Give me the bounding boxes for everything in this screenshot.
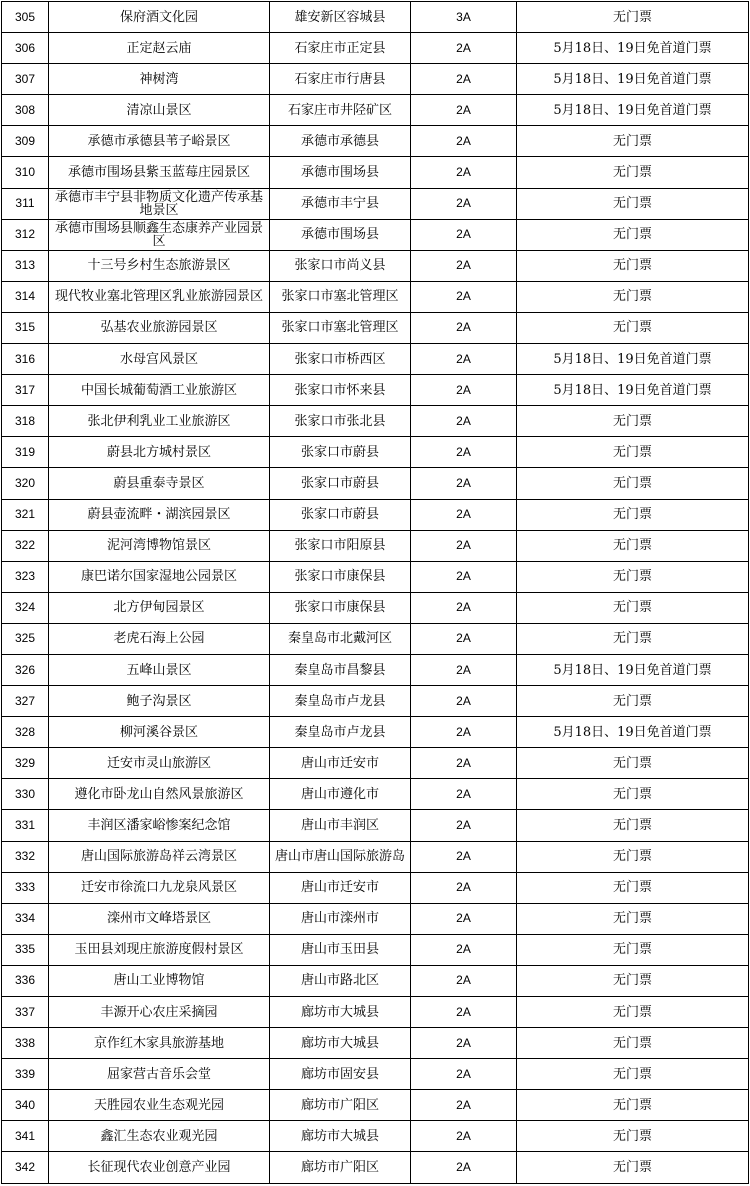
location-cell: 唐山市路北区 bbox=[270, 965, 411, 996]
scenic-name-cell: 承德市围场县紫玉蓝莓庄园景区 bbox=[49, 157, 270, 188]
table-row bbox=[2, 437, 749, 468]
scenic-name-cell: 保府酒文化园 bbox=[49, 2, 270, 33]
scenic-name-cell: 丰源开心农庄采摘园 bbox=[49, 997, 270, 1028]
row-number-cell: 328 bbox=[2, 717, 49, 748]
table-row bbox=[2, 623, 749, 654]
table-row bbox=[2, 250, 749, 281]
ticket-policy-cell: 5月18日、19日免首道门票 bbox=[517, 33, 749, 64]
row-number-cell: 318 bbox=[2, 406, 49, 437]
grade-level-cell: 2A bbox=[411, 157, 517, 188]
grade-level-cell: 2A bbox=[411, 810, 517, 841]
location-cell: 石家庄市行唐县 bbox=[270, 64, 411, 95]
ticket-policy-cell: 无门票 bbox=[517, 872, 749, 903]
scenic-name-cell: 唐山工业博物馆 bbox=[49, 965, 270, 996]
ticket-policy-cell: 5月18日、19日免首道门票 bbox=[517, 654, 749, 685]
table-row bbox=[2, 281, 749, 312]
table-row bbox=[2, 95, 749, 126]
scenic-name-cell: 中国长城葡萄酒工业旅游区 bbox=[49, 375, 270, 406]
row-number-cell: 331 bbox=[2, 810, 49, 841]
grade-level-cell: 2A bbox=[411, 592, 517, 623]
scenic-name-cell: 清凉山景区 bbox=[49, 95, 270, 126]
row-number-cell: 325 bbox=[2, 623, 49, 654]
table-row bbox=[2, 2, 749, 33]
ticket-policy-cell: 无门票 bbox=[517, 1121, 749, 1152]
ticket-policy-cell: 无门票 bbox=[517, 1059, 749, 1090]
location-cell: 秦皇岛市卢龙县 bbox=[270, 717, 411, 748]
grade-level-cell: 2A bbox=[411, 1121, 517, 1152]
location-cell: 张家口市张北县 bbox=[270, 406, 411, 437]
grade-level-cell: 2A bbox=[411, 437, 517, 468]
row-number-cell: 310 bbox=[2, 157, 49, 188]
grade-level-cell: 2A bbox=[411, 1059, 517, 1090]
location-cell: 廊坊市广阳区 bbox=[270, 1090, 411, 1121]
grade-level-cell: 2A bbox=[411, 654, 517, 685]
row-number-cell: 337 bbox=[2, 997, 49, 1028]
scenic-name-cell: 滦州市文峰塔景区 bbox=[49, 903, 270, 934]
row-number-cell: 334 bbox=[2, 903, 49, 934]
row-number-cell: 323 bbox=[2, 561, 49, 592]
grade-level-cell: 2A bbox=[411, 530, 517, 561]
ticket-policy-cell: 无门票 bbox=[517, 312, 749, 343]
location-cell: 廊坊市固安县 bbox=[270, 1059, 411, 1090]
table-row bbox=[2, 872, 749, 903]
ticket-policy-cell: 无门票 bbox=[517, 748, 749, 779]
row-number-cell: 314 bbox=[2, 281, 49, 312]
ticket-policy-cell: 无门票 bbox=[517, 1090, 749, 1121]
ticket-policy-cell: 无门票 bbox=[517, 530, 749, 561]
ticket-policy-cell: 无门票 bbox=[517, 406, 749, 437]
row-number-cell: 332 bbox=[2, 841, 49, 872]
location-cell: 承德市丰宁县 bbox=[270, 188, 411, 219]
grade-level-cell: 2A bbox=[411, 312, 517, 343]
row-number-cell: 339 bbox=[2, 1059, 49, 1090]
location-cell: 张家口市蔚县 bbox=[270, 499, 411, 530]
row-number-cell: 324 bbox=[2, 592, 49, 623]
ticket-policy-cell: 无门票 bbox=[517, 468, 749, 499]
grade-level-cell: 2A bbox=[411, 375, 517, 406]
location-cell: 张家口市塞北管理区 bbox=[270, 281, 411, 312]
scenic-name-cell: 天胜园农业生态观光园 bbox=[49, 1090, 270, 1121]
ticket-policy-cell: 无门票 bbox=[517, 686, 749, 717]
table-row bbox=[2, 997, 749, 1028]
grade-level-cell: 2A bbox=[411, 219, 517, 250]
grade-level-cell: 2A bbox=[411, 95, 517, 126]
row-number-cell: 319 bbox=[2, 437, 49, 468]
grade-level-cell: 2A bbox=[411, 717, 517, 748]
row-number-cell: 342 bbox=[2, 1152, 49, 1183]
table-row bbox=[2, 903, 749, 934]
table-row bbox=[2, 499, 749, 530]
location-cell: 张家口市桥西区 bbox=[270, 344, 411, 375]
scenic-name-cell: 泥河湾博物馆景区 bbox=[49, 530, 270, 561]
location-cell: 雄安新区容城县 bbox=[270, 2, 411, 33]
location-cell: 廊坊市大城县 bbox=[270, 1121, 411, 1152]
scenic-name-cell: 十三号乡村生态旅游景区 bbox=[49, 250, 270, 281]
scenic-name-cell: 迁安市灵山旅游区 bbox=[49, 748, 270, 779]
grade-level-cell: 2A bbox=[411, 965, 517, 996]
ticket-policy-cell: 无门票 bbox=[517, 841, 749, 872]
grade-level-cell: 2A bbox=[411, 748, 517, 779]
ticket-policy-cell: 无门票 bbox=[517, 903, 749, 934]
ticket-policy-cell: 无门票 bbox=[517, 1152, 749, 1183]
table-row bbox=[2, 126, 749, 157]
table-row bbox=[2, 344, 749, 375]
ticket-policy-cell: 无门票 bbox=[517, 2, 749, 33]
location-cell: 石家庄市井陉矿区 bbox=[270, 95, 411, 126]
ticket-policy-cell: 无门票 bbox=[517, 779, 749, 810]
grade-level-cell: 2A bbox=[411, 188, 517, 219]
row-number-cell: 336 bbox=[2, 965, 49, 996]
ticket-policy-cell: 5月18日、19日免首道门票 bbox=[517, 64, 749, 95]
row-number-cell: 313 bbox=[2, 250, 49, 281]
scenic-name-cell: 正定赵云庙 bbox=[49, 33, 270, 64]
scenic-name-cell: 丰润区潘家峪惨案纪念馆 bbox=[49, 810, 270, 841]
grade-level-cell: 2A bbox=[411, 1028, 517, 1059]
grade-level-cell: 2A bbox=[411, 561, 517, 592]
scenic-name-cell: 承德市丰宁县非物质文化遗产传承基地景区 bbox=[49, 188, 270, 219]
location-cell: 秦皇岛市卢龙县 bbox=[270, 686, 411, 717]
ticket-policy-cell: 5月18日、19日免首道门票 bbox=[517, 95, 749, 126]
row-number-cell: 317 bbox=[2, 375, 49, 406]
location-cell: 秦皇岛市昌黎县 bbox=[270, 654, 411, 685]
row-number-cell: 305 bbox=[2, 2, 49, 33]
ticket-policy-cell: 无门票 bbox=[517, 437, 749, 468]
table-row bbox=[2, 561, 749, 592]
location-cell: 承德市承德县 bbox=[270, 126, 411, 157]
ticket-policy-cell: 无门票 bbox=[517, 810, 749, 841]
ticket-policy-cell: 无门票 bbox=[517, 250, 749, 281]
location-cell: 张家口市康保县 bbox=[270, 592, 411, 623]
table-row bbox=[2, 33, 749, 64]
location-cell: 张家口市阳原县 bbox=[270, 530, 411, 561]
table-row bbox=[2, 686, 749, 717]
grade-level-cell: 2A bbox=[411, 33, 517, 64]
row-number-cell: 321 bbox=[2, 499, 49, 530]
location-cell: 张家口市塞北管理区 bbox=[270, 312, 411, 343]
table-row bbox=[2, 779, 749, 810]
table-row bbox=[2, 375, 749, 406]
ticket-policy-cell: 无门票 bbox=[517, 281, 749, 312]
scenic-name-cell: 玉田县刘现庄旅游度假村景区 bbox=[49, 934, 270, 965]
scenic-name-cell: 五峰山景区 bbox=[49, 654, 270, 685]
grade-level-cell: 2A bbox=[411, 779, 517, 810]
row-number-cell: 338 bbox=[2, 1028, 49, 1059]
ticket-policy-cell: 无门票 bbox=[517, 965, 749, 996]
ticket-policy-cell: 无门票 bbox=[517, 1028, 749, 1059]
grade-level-cell: 2A bbox=[411, 281, 517, 312]
location-cell: 张家口市康保县 bbox=[270, 561, 411, 592]
grade-level-cell: 2A bbox=[411, 1152, 517, 1183]
scenic-name-cell: 长征现代农业创意产业园 bbox=[49, 1152, 270, 1183]
row-number-cell: 312 bbox=[2, 219, 49, 250]
scenic-name-cell: 蔚县北方城村景区 bbox=[49, 437, 270, 468]
table-row bbox=[2, 468, 749, 499]
table-row bbox=[2, 965, 749, 996]
row-number-cell: 315 bbox=[2, 312, 49, 343]
row-number-cell: 320 bbox=[2, 468, 49, 499]
scenic-name-cell: 康巴诺尔国家湿地公园景区 bbox=[49, 561, 270, 592]
table-row bbox=[2, 654, 749, 685]
ticket-policy-cell: 无门票 bbox=[517, 188, 749, 219]
location-cell: 秦皇岛市北戴河区 bbox=[270, 623, 411, 654]
table-row bbox=[2, 934, 749, 965]
grade-level-cell: 2A bbox=[411, 64, 517, 95]
scenic-name-cell: 现代牧业塞北管理区乳业旅游园景区 bbox=[49, 281, 270, 312]
table-row bbox=[2, 312, 749, 343]
table-row bbox=[2, 1090, 749, 1121]
ticket-policy-cell: 无门票 bbox=[517, 499, 749, 530]
location-cell: 唐山市唐山国际旅游岛 bbox=[270, 841, 411, 872]
table-row bbox=[2, 1028, 749, 1059]
table-row bbox=[2, 717, 749, 748]
table-row bbox=[2, 64, 749, 95]
ticket-policy-cell: 无门票 bbox=[517, 561, 749, 592]
table-row bbox=[2, 810, 749, 841]
row-number-cell: 333 bbox=[2, 872, 49, 903]
ticket-policy-cell: 无门票 bbox=[517, 934, 749, 965]
row-number-cell: 309 bbox=[2, 126, 49, 157]
scenic-name-cell: 蔚县重泰寺景区 bbox=[49, 468, 270, 499]
scenic-name-cell: 承德市承德县苇子峪景区 bbox=[49, 126, 270, 157]
location-cell: 廊坊市大城县 bbox=[270, 997, 411, 1028]
table-row bbox=[2, 841, 749, 872]
row-number-cell: 327 bbox=[2, 686, 49, 717]
table-row bbox=[2, 157, 749, 188]
row-number-cell: 322 bbox=[2, 530, 49, 561]
location-cell: 唐山市迁安市 bbox=[270, 872, 411, 903]
row-number-cell: 308 bbox=[2, 95, 49, 126]
row-number-cell: 330 bbox=[2, 779, 49, 810]
location-cell: 张家口市怀来县 bbox=[270, 375, 411, 406]
scenic-name-cell: 张北伊利乳业工业旅游区 bbox=[49, 406, 270, 437]
grade-level-cell: 2A bbox=[411, 468, 517, 499]
grade-level-cell: 2A bbox=[411, 406, 517, 437]
grade-level-cell: 2A bbox=[411, 250, 517, 281]
scenic-name-cell: 鲍子沟景区 bbox=[49, 686, 270, 717]
row-number-cell: 340 bbox=[2, 1090, 49, 1121]
table-row bbox=[2, 1121, 749, 1152]
location-cell: 唐山市迁安市 bbox=[270, 748, 411, 779]
table-row bbox=[2, 1059, 749, 1090]
grade-level-cell: 2A bbox=[411, 623, 517, 654]
row-number-cell: 316 bbox=[2, 344, 49, 375]
scenic-name-cell: 承德市围场县顺鑫生态康养产业园景区 bbox=[49, 219, 270, 250]
scenic-name-cell: 神树湾 bbox=[49, 64, 270, 95]
ticket-policy-cell: 无门票 bbox=[517, 997, 749, 1028]
scenic-name-cell: 水母宫风景区 bbox=[49, 344, 270, 375]
table-row bbox=[2, 406, 749, 437]
ticket-policy-cell: 5月18日、19日免首道门票 bbox=[517, 717, 749, 748]
location-cell: 廊坊市大城县 bbox=[270, 1028, 411, 1059]
location-cell: 唐山市玉田县 bbox=[270, 934, 411, 965]
scenic-name-cell: 北方伊甸园景区 bbox=[49, 592, 270, 623]
table-row bbox=[2, 188, 749, 219]
table-row bbox=[2, 219, 749, 250]
scenic-name-cell: 柳河溪谷景区 bbox=[49, 717, 270, 748]
location-cell: 张家口市蔚县 bbox=[270, 468, 411, 499]
table-row bbox=[2, 1152, 749, 1183]
location-cell: 唐山市丰润区 bbox=[270, 810, 411, 841]
row-number-cell: 307 bbox=[2, 64, 49, 95]
scenic-name-cell: 迁安市徐流口九龙泉风景区 bbox=[49, 872, 270, 903]
grade-level-cell: 2A bbox=[411, 1090, 517, 1121]
scenic-name-cell: 京作红木家具旅游基地 bbox=[49, 1028, 270, 1059]
grade-level-cell: 2A bbox=[411, 997, 517, 1028]
table-row bbox=[2, 530, 749, 561]
location-cell: 石家庄市正定县 bbox=[270, 33, 411, 64]
location-cell: 承德市围场县 bbox=[270, 219, 411, 250]
ticket-policy-cell: 无门票 bbox=[517, 157, 749, 188]
row-number-cell: 326 bbox=[2, 654, 49, 685]
scenic-name-cell: 蔚县壶流畔・湖滨园景区 bbox=[49, 499, 270, 530]
grade-level-cell: 2A bbox=[411, 934, 517, 965]
ticket-policy-cell: 无门票 bbox=[517, 219, 749, 250]
grade-level-cell: 2A bbox=[411, 903, 517, 934]
scenic-name-cell: 唐山国际旅游岛祥云湾景区 bbox=[49, 841, 270, 872]
ticket-policy-cell: 5月18日、19日免首道门票 bbox=[517, 375, 749, 406]
scenic-name-cell: 老虎石海上公园 bbox=[49, 623, 270, 654]
table-body bbox=[2, 2, 749, 1184]
grade-level-cell: 2A bbox=[411, 499, 517, 530]
location-cell: 唐山市滦州市 bbox=[270, 903, 411, 934]
scenic-name-cell: 弘基农业旅游园景区 bbox=[49, 312, 270, 343]
row-number-cell: 335 bbox=[2, 934, 49, 965]
location-cell: 张家口市尚义县 bbox=[270, 250, 411, 281]
row-number-cell: 306 bbox=[2, 33, 49, 64]
row-number-cell: 341 bbox=[2, 1121, 49, 1152]
ticket-policy-cell: 无门票 bbox=[517, 592, 749, 623]
ticket-policy-cell: 无门票 bbox=[517, 126, 749, 157]
scenic-name-cell: 遵化市卧龙山自然风景旅游区 bbox=[49, 779, 270, 810]
table-row bbox=[2, 592, 749, 623]
location-cell: 张家口市蔚县 bbox=[270, 437, 411, 468]
grade-level-cell: 2A bbox=[411, 841, 517, 872]
grade-level-cell: 2A bbox=[411, 686, 517, 717]
scenic-name-cell: 屈家营古音乐会堂 bbox=[49, 1059, 270, 1090]
scenic-spots-table bbox=[1, 1, 749, 1184]
ticket-policy-cell: 无门票 bbox=[517, 623, 749, 654]
row-number-cell: 329 bbox=[2, 748, 49, 779]
location-cell: 廊坊市广阳区 bbox=[270, 1152, 411, 1183]
grade-level-cell: 2A bbox=[411, 872, 517, 903]
location-cell: 唐山市遵化市 bbox=[270, 779, 411, 810]
grade-level-cell: 2A bbox=[411, 126, 517, 157]
row-number-cell: 311 bbox=[2, 188, 49, 219]
table-row bbox=[2, 748, 749, 779]
grade-level-cell: 3A bbox=[411, 2, 517, 33]
location-cell: 承德市围场县 bbox=[270, 157, 411, 188]
grade-level-cell: 2A bbox=[411, 344, 517, 375]
scenic-name-cell: 鑫汇生态农业观光园 bbox=[49, 1121, 270, 1152]
ticket-policy-cell: 5月18日、19日免首道门票 bbox=[517, 344, 749, 375]
